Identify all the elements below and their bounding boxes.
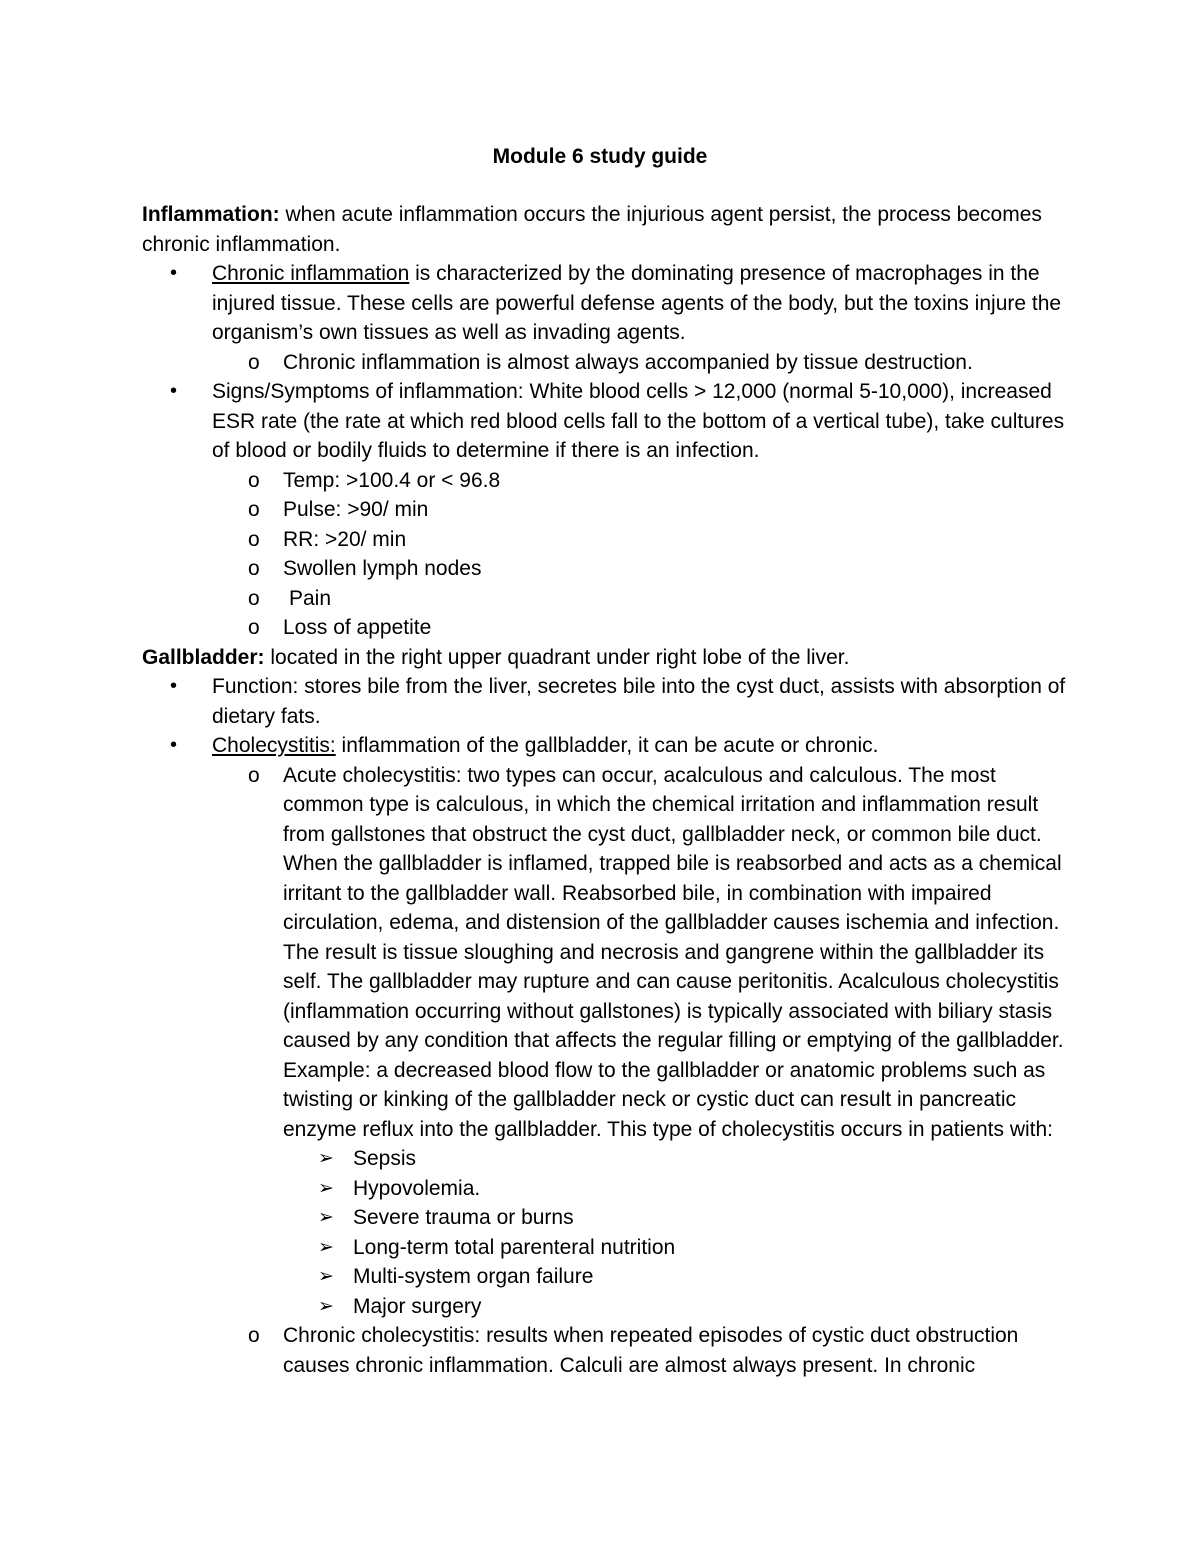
sign-text: Pulse: >90/ min	[283, 498, 429, 521]
circle-marker: o	[248, 498, 260, 521]
condition-text: Major surgery	[353, 1294, 482, 1318]
list-item	[142, 466, 1072, 496]
inflammation-heading: Inflammation:	[142, 203, 280, 226]
signs-symptoms-item	[142, 377, 1072, 466]
chronic-cholecystitis-text: Chronic cholecystitis: results when repeated episodes of cystic duct obstruction causes chronic inflammation. Calculi are almost always present. In chronic	[283, 1324, 1019, 1377]
chronic-inflammation-term: Chronic inflammation	[212, 262, 410, 285]
arrow-bullet-icon: ➢	[318, 1207, 334, 1228]
gallbladder-heading: Gallbladder:	[142, 645, 265, 669]
gallbladder-function-item	[142, 672, 1072, 731]
circle-marker: o	[248, 468, 260, 492]
sign-text: Pain	[289, 586, 332, 610]
cholecystitis-term: Cholecystitis:	[212, 734, 336, 757]
arrow-bullet-icon: ➢	[318, 1236, 334, 1258]
list-item	[142, 525, 1072, 555]
list-item	[142, 1262, 1072, 1292]
sign-text: RR: >20/ min	[283, 527, 407, 551]
list-item	[142, 1292, 1072, 1322]
list-item	[142, 495, 1072, 525]
arrow-bullet-icon: ➢	[318, 1266, 334, 1287]
condition-text: Long-term total parenteral nutrition	[353, 1235, 676, 1259]
gallbladder-intro: located in the right upper quadrant under right lobe of the liver.	[264, 645, 850, 669]
circle-marker: o	[248, 557, 260, 580]
gallbladder-paragraph	[142, 643, 1072, 673]
chronic-cholecystitis-item	[142, 1321, 1072, 1380]
inflammation-paragraph	[142, 200, 1072, 259]
document-body	[142, 200, 1072, 1380]
list-item	[142, 1203, 1072, 1233]
list-item	[142, 1144, 1072, 1174]
cholecystitis-item	[142, 731, 1072, 761]
acute-cholecystitis-text: Acute cholecystitis: two types can occur, acalculous and calculous. The most common type is calculous, in which the chemical irritation and inflammation result from gallstones that obstruct the cyst duct, gallbladder neck, or common bile duct. When the gallbladder is inflamed, trapped bile is reabsorbed and acts as a chemical irritant to the gallbladder wall. Reabsorbed bile, in combination with impaired circulation, edema, and distension of the gallbladder causes ischemia and infection. The result is tissue sloughing and necrosis and gangrene within the gallbladder its self. The gallbladder may rupture and can cause peritonitis. Acalculous cholecystitis (inflammation occurring without gallstones) is typically associated with biliary stasis caused by any condition that affects the regular filling or emptying of the gallbladder. Example: a decreased blood flow to the gallbladder or anatomic problems such as twisting or kinking of the gallbladder neck or cystic duct can result in pancreatic enzyme reflux into the gallbladder. This type of cholecystitis occurs in patients with:	[283, 763, 1064, 1141]
list-item	[142, 613, 1072, 643]
bullet-marker: •	[170, 675, 178, 697]
arrow-bullet-icon: ➢	[318, 1177, 334, 1199]
cholecystitis-text: inflammation of the gallbladder, it can be acute or chronic.	[335, 734, 879, 757]
condition-text: Sepsis	[353, 1147, 417, 1170]
bullet-marker: •	[170, 380, 178, 402]
chronic-inflammation-text: is characterized by the dominating presence of macrophages in the injured tissue. These cells are powerful defense agents of the body, but the toxins injure the organism’s own tissues as well as invading agents.	[212, 262, 1062, 344]
chronic-inflammation-subitem	[142, 348, 1072, 378]
condition-text: Hypovolemia.	[353, 1176, 481, 1200]
arrow-bullet-icon: ➢	[318, 1295, 334, 1317]
circle-marker: o	[248, 616, 260, 639]
chronic-inflammation-item	[142, 259, 1072, 348]
list-item	[142, 554, 1072, 584]
bullet-marker: •	[170, 734, 178, 756]
signs-symptoms-text: Signs/Symptoms of inflammation: White blood cells > 12,000 (normal 5-10,000), increased ESR rate (the rate at which red blood cells fall to the bottom of a vertical tube), take cultures of blood or bodily fluids to determine if there is an infection.	[212, 380, 1065, 462]
sign-text: Loss of appetite	[283, 616, 432, 639]
sign-text: Swollen lymph nodes	[283, 557, 482, 580]
circle-marker: o	[248, 1324, 260, 1347]
arrow-bullet-icon: ➢	[318, 1148, 334, 1169]
document-title: Module 6 study guide	[492, 145, 708, 168]
list-item	[142, 1174, 1072, 1204]
circle-marker: o	[248, 350, 260, 374]
sign-text: Temp: >100.4 or < 96.8	[283, 468, 501, 492]
condition-text: Multi-system organ failure	[353, 1265, 594, 1288]
condition-text: Severe trauma or burns	[353, 1206, 574, 1229]
circle-marker: o	[248, 763, 260, 787]
inflammation-intro: when acute inflammation occurs the injurious agent persist, the process becomes chronic inflammation.	[142, 203, 1042, 256]
circle-marker: o	[248, 527, 260, 551]
circle-marker: o	[248, 586, 260, 610]
list-item	[142, 1233, 1072, 1263]
gallbladder-function-text: Function: stores bile from the liver, secretes bile into the cyst duct, assists with absorption of dietary fats.	[212, 675, 1066, 728]
acute-cholecystitis-item	[142, 761, 1072, 1145]
bullet-marker: •	[170, 262, 178, 284]
chronic-inflammation-sub-text: Chronic inflammation is almost always accompanied by tissue destruction.	[283, 350, 973, 374]
list-item	[142, 584, 1072, 614]
